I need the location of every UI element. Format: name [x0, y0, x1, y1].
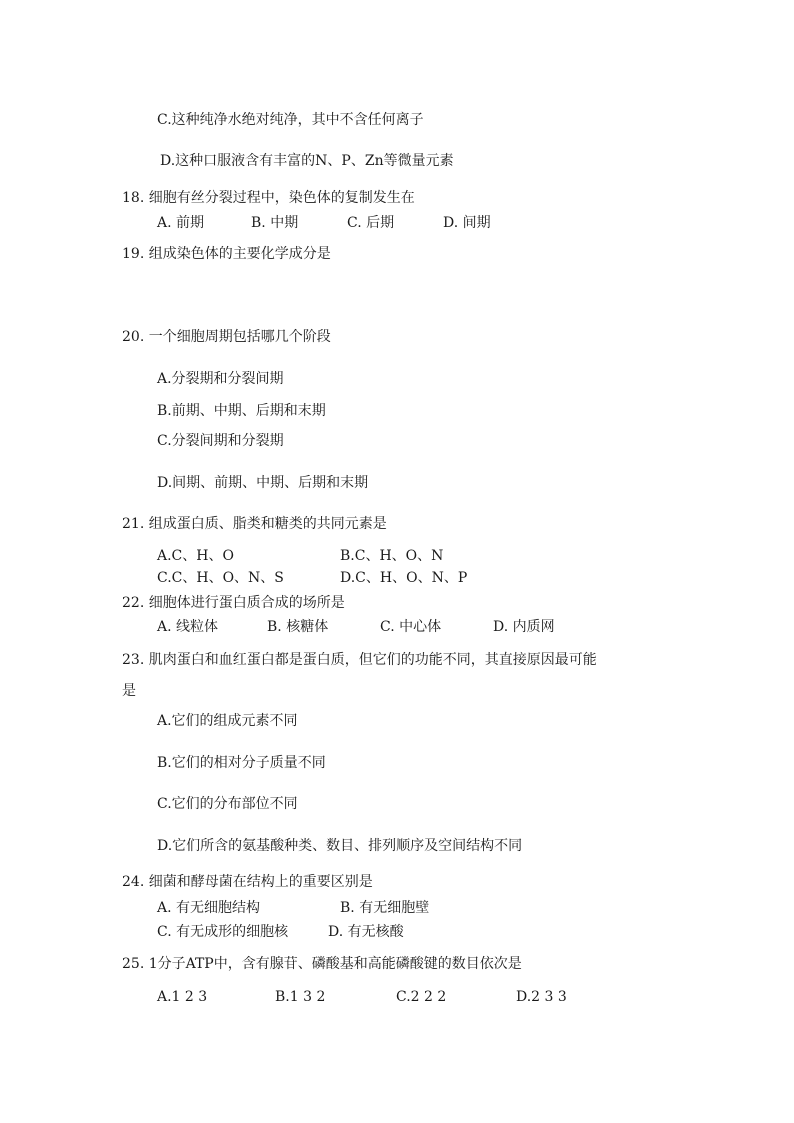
q20-option-a: A.分裂期和分裂间期: [157, 371, 284, 387]
q23-option-b: B.它们的相对分子质量不同: [157, 755, 326, 771]
q24-stem: 24. 细菌和酵母菌在结构上的重要区别是: [122, 874, 373, 890]
q20-stem: 20. 一个细胞周期包括哪几个阶段: [122, 329, 331, 345]
q24-option-d: D. 有无核酸: [328, 924, 404, 940]
q17-option-c: C.这种纯净水绝对纯净，其中不含任何离子: [157, 112, 424, 128]
q24-option-b: B. 有无细胞壁: [340, 900, 430, 916]
q21-option-b: B.C、H、O、N: [340, 548, 444, 564]
q23-option-a: A.它们的组成元素不同: [157, 713, 298, 729]
q17-option-d: D.这种口服液含有丰富的N、P、Zn等微量元素: [160, 153, 454, 169]
q19-stem: 19. 组成染色体的主要化学成分是: [122, 246, 331, 262]
q20-option-b: B.前期、中期、后期和末期: [157, 403, 326, 419]
q25-option-c: C.2 2 2: [396, 989, 447, 1005]
q25-option-b: B.1 3 2: [275, 989, 326, 1005]
q18-option-a: A. 前期: [157, 215, 205, 231]
q21-option-d: D.C、H、O、N、P: [340, 570, 468, 586]
q18-option-c: C. 后期: [347, 215, 395, 231]
q23-option-c: C.它们的分布部位不同: [157, 796, 298, 812]
q23-stem-continued: 是: [122, 683, 136, 699]
q24-option-a: A. 有无细胞结构: [157, 900, 261, 916]
q22-stem: 22. 细胞体进行蛋白质合成的场所是: [122, 595, 345, 611]
q22-option-c: C. 中心体: [380, 619, 442, 635]
q23-option-d: D.它们所含的氨基酸种类、数目、排列顺序及空间结构不同: [157, 838, 523, 854]
q22-option-b: B. 核糖体: [267, 619, 329, 635]
q20-option-d: D.间期、前期、中期、后期和末期: [157, 475, 369, 491]
q24-option-c: C. 有无成形的细胞核: [157, 924, 289, 940]
q25-option-d: D.2 3 3: [516, 989, 567, 1005]
q21-stem: 21. 组成蛋白质、脂类和糖类的共同元素是: [122, 516, 387, 532]
q21-option-a: A.C、H、O: [157, 548, 234, 564]
q22-option-d: D. 内质网: [493, 619, 555, 635]
q22-option-a: A. 线粒体: [157, 619, 219, 635]
q20-option-c: C.分裂间期和分裂期: [157, 433, 284, 449]
q18-option-d: D. 间期: [443, 215, 491, 231]
q21-option-c: C.C、H、O、N、S: [157, 570, 284, 586]
q23-stem: 23. 肌肉蛋白和血红蛋白都是蛋白质，但它们的功能不同，其直接原因最可能: [122, 652, 597, 668]
q18-option-b: B. 中期: [251, 215, 299, 231]
q25-stem: 25. 1分子ATP中，含有腺苷、磷酸基和高能磷酸键的数目依次是: [122, 956, 522, 972]
q25-option-a: A.1 2 3: [157, 989, 208, 1005]
q18-stem: 18. 细胞有丝分裂过程中，染色体的复制发生在: [122, 190, 415, 206]
